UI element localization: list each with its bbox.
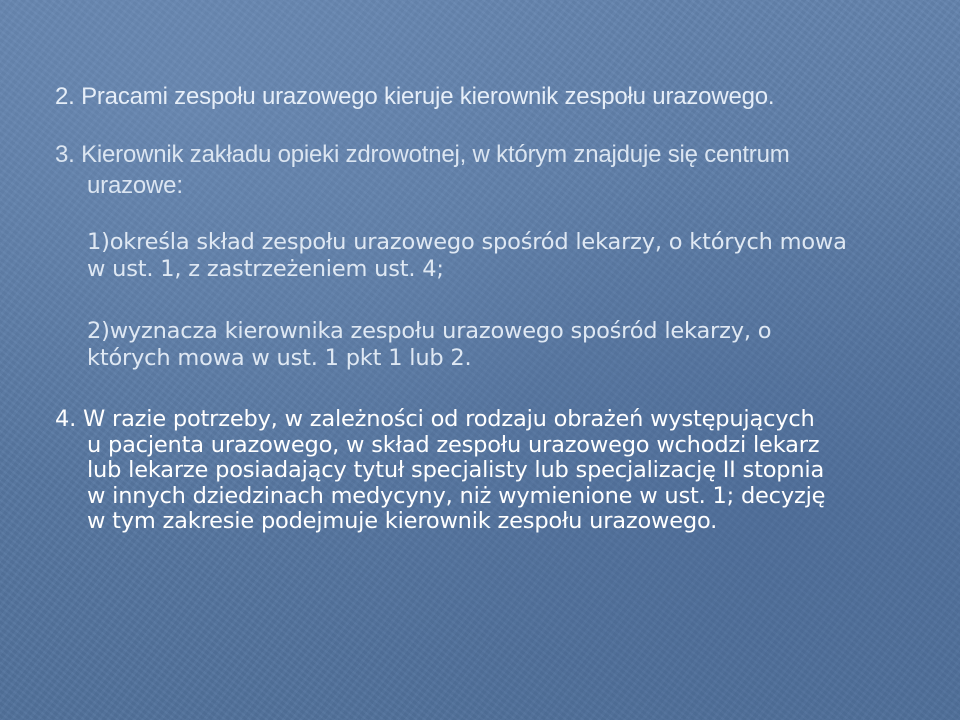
paragraph-4-line-1: 4. W razie potrzeby, w zależności od rodzaju obrażeń występujących [55,406,815,432]
subitem-1-line-1: 1)określa skład zespołu urazowego spośród lekarzy, o których mowa [87,229,847,255]
paragraph-2-line-1: 2. Pracami zespołu urazowego kieruje kierownik zespołu urazowego. [55,83,775,110]
subitem-2 [87,318,771,372]
paragraph-3-line-1: 3. Kierownik zakładu opieki zdrowotnej, w którym znajduje się centrum [55,141,790,168]
paragraph-4-line-5: w tym zakresie podejmuje kierownik zespołu urazowego. [87,508,718,534]
paragraph-2 [55,83,774,111]
subitem-2-line-1: 2)wyznacza kierownika zespołu urazowego spośród lekarzy, o [87,318,772,344]
subitem-1-line-2: w ust. 1, z zastrzeżeniem ust. 4; [87,256,444,282]
paragraph-3 [55,139,790,201]
subitem-2-line-2: których mowa w ust. 1 pkt 1 lub 2. [87,345,472,371]
paragraph-3-line-2: urazowe: [87,172,183,199]
paragraph-4-line-3: lub lekarze posiadający tytuł specjalisty lub specjalizację II stopnia [87,457,825,483]
subitem-1 [87,229,847,283]
paragraph-4 [55,407,825,535]
paragraph-4-line-2: u pacjenta urazowego, w skład zespołu urazowego wchodzi lekarz [87,431,820,458]
paragraph-4-line-4: w innych dziedzinach medycyny, niż wymienione w ust. 1; decyzję [87,482,826,509]
